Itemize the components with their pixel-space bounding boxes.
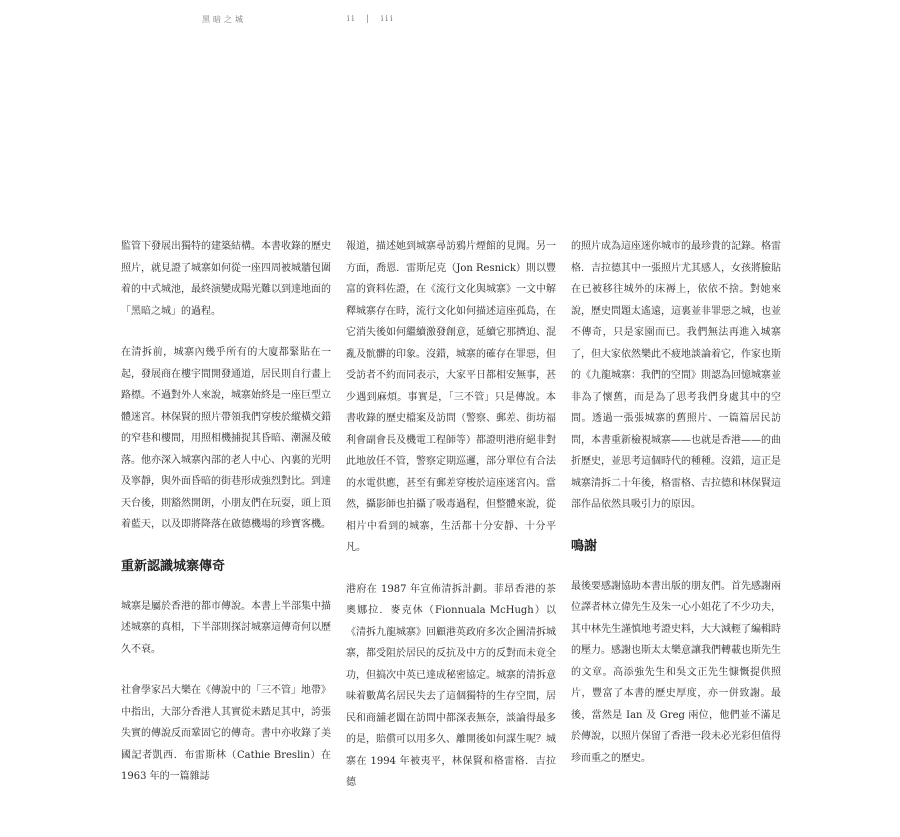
text-column-2	[346, 236, 556, 814]
paragraph: 監管下發展出獨特的建築結構。本書收錄的歷史照片，就見證了城寨如何從一座四周被城牆包圍着的中式城池，最終演變成陽光難以到達地面的「黑暗之城」的過程。	[121, 241, 331, 317]
page-separator: |	[366, 14, 371, 23]
paragraph: 港府在 1987 年宣佈清拆計劃。菲昂香港的茶奧娜拉．麥克休（Fionnuala McHugh）以《清拆九龍城寨》回顧港英政府多次企圖清拆城寨，都受阻於居民的反抗及中方的反對而未竟全功，但搞次中英已達成秘密協定。城寨的清拆意味着數萬名居民失去了這個獨特的生存空間，居民和商舖老闆在訪問中都深表無奈，談論得最多的是，賠償可以用多久、離開後如何謀生呢？城寨在 1994 年被夷平，林保賢和格雷格．吉拉德	[346, 583, 556, 788]
paragraph: 在清拆前，城寨內幾乎所有的大廈都緊貼在一起，發展商在樓宇間開發通道，居民則自行畫上路標。不過對外人來說，城寨始終是一座巨型立體迷宮。林保賢的照片帶領我們穿梭於縱橫交錯的窄巷和樓間，用照相機捕捉其昏暗、潮濕及破落。他亦深入城寨內部的老人中心、內裏的光明及寧靜，與外面昏暗的街巷形成強烈對比。到達天台後，則豁然開朗，小朋友們在玩耍，頭上頂着藍天，以及即將降落在啟德機場的珍寶客機。	[121, 347, 331, 530]
paragraph: 城寨是屬於香港的都市傳說。本書上半部集中描述城寨的真相，下半部則探討城寨這傳奇何以歷久不衰。	[121, 600, 331, 655]
page-number-right: iii	[380, 14, 395, 23]
paragraph: 社會學家呂大樂在《傳說中的「三不管」地帶》中指出，大部分香港人其實從未踏足其中，誇張失實的傳說反而鞏固它的傳奇。書中亦收錄了美國記者凱西．布雷斯林（Cathie Breslin）在 1963 年的一篇雜誌	[121, 685, 331, 782]
paragraph: 的照片成為這座迷你城市的最珍貴的記錄。格雷格．吉拉德其中一張照片尤其感人，女孩將臉貼在已被移往城外的床褥上，依依不捨。對她來說，歷史問題太遙遠，這裏並非罪惡之城，也並不傳奇，只是家園而已。我們無法再進入城寨了，但大家依然樂此不疲地談論着它，作家也斯的《九龍城寨：我們的空間》則認為回憶城寨並非為了懷舊，而是為了思考我們身處其中的空間。透過一張張城寨的舊照片、一篇篇居民訪問，本書重新檢視城寨——也就是香港——的曲折歷史，並思考這個時代的種種。沒錯，這正是城寨清拆二十年後，格雷格、吉拉德和林保賢這部作品依然具吸引力的原因。	[571, 241, 781, 510]
running-head-title: 黑暗之城	[202, 15, 246, 24]
text-column-3	[571, 236, 781, 789]
paragraph: 最後要感謝協助本書出版的朋友們。首先感謝兩位譯者林立偉先生及朱一心小姐花了不少功夫，其中林先生謹慎地考證史料，大大減輕了編輯時的壓力。感謝也斯太太樂意讓我們轉載也斯先生的文章。高添強先生和吳文正先生慷慨提供照片，豐富了本書的歷史厚度，亦一併致謝。最後，當然是 Ian 及 Greg 兩位，他們並不滿足於傳說，以照片保留了香港一段未必光彩但值得珍而重之的歷史。	[571, 580, 781, 764]
paragraph: 報道，描述她到城寨尋訪鴉片煙館的見聞。另一方面，喬恩．雷斯尼克（Jon Resnick）則以豐富的資料佐證，在《流行文化與城寨》一文中解釋城寨存在時，流行文化如何描述這座孤島，在它消失後如何繼續激發創意，延續它那擠迫、混亂及骯髒的印象。沒錯，城寨的確存在罪惡，但受訪者不約而同表示，大家平日都相安無事，甚少遇到麻煩。事實是，「三不管」只是傳說。本書收錄的歷史檔案及訪問（警察、郵差、街坊福利會副會長及機電工程師等）都證明港府絕非對此地放任不管，警察定期巡邏，部分單位有合法的水電供應，甚至有郵差穿梭於這座迷宮內。當然，攝影師也拍攝了吸毒過程，但整體來說，從相片中看到的城寨，生活都十分安靜、十分平凡。	[346, 241, 556, 553]
section-heading: 重新認識城寨傳奇	[121, 558, 226, 574]
text-column-1	[121, 236, 331, 808]
section-heading: 鳴謝	[571, 538, 598, 554]
page-number-left: ii	[347, 14, 357, 23]
page-numbers	[347, 14, 395, 23]
